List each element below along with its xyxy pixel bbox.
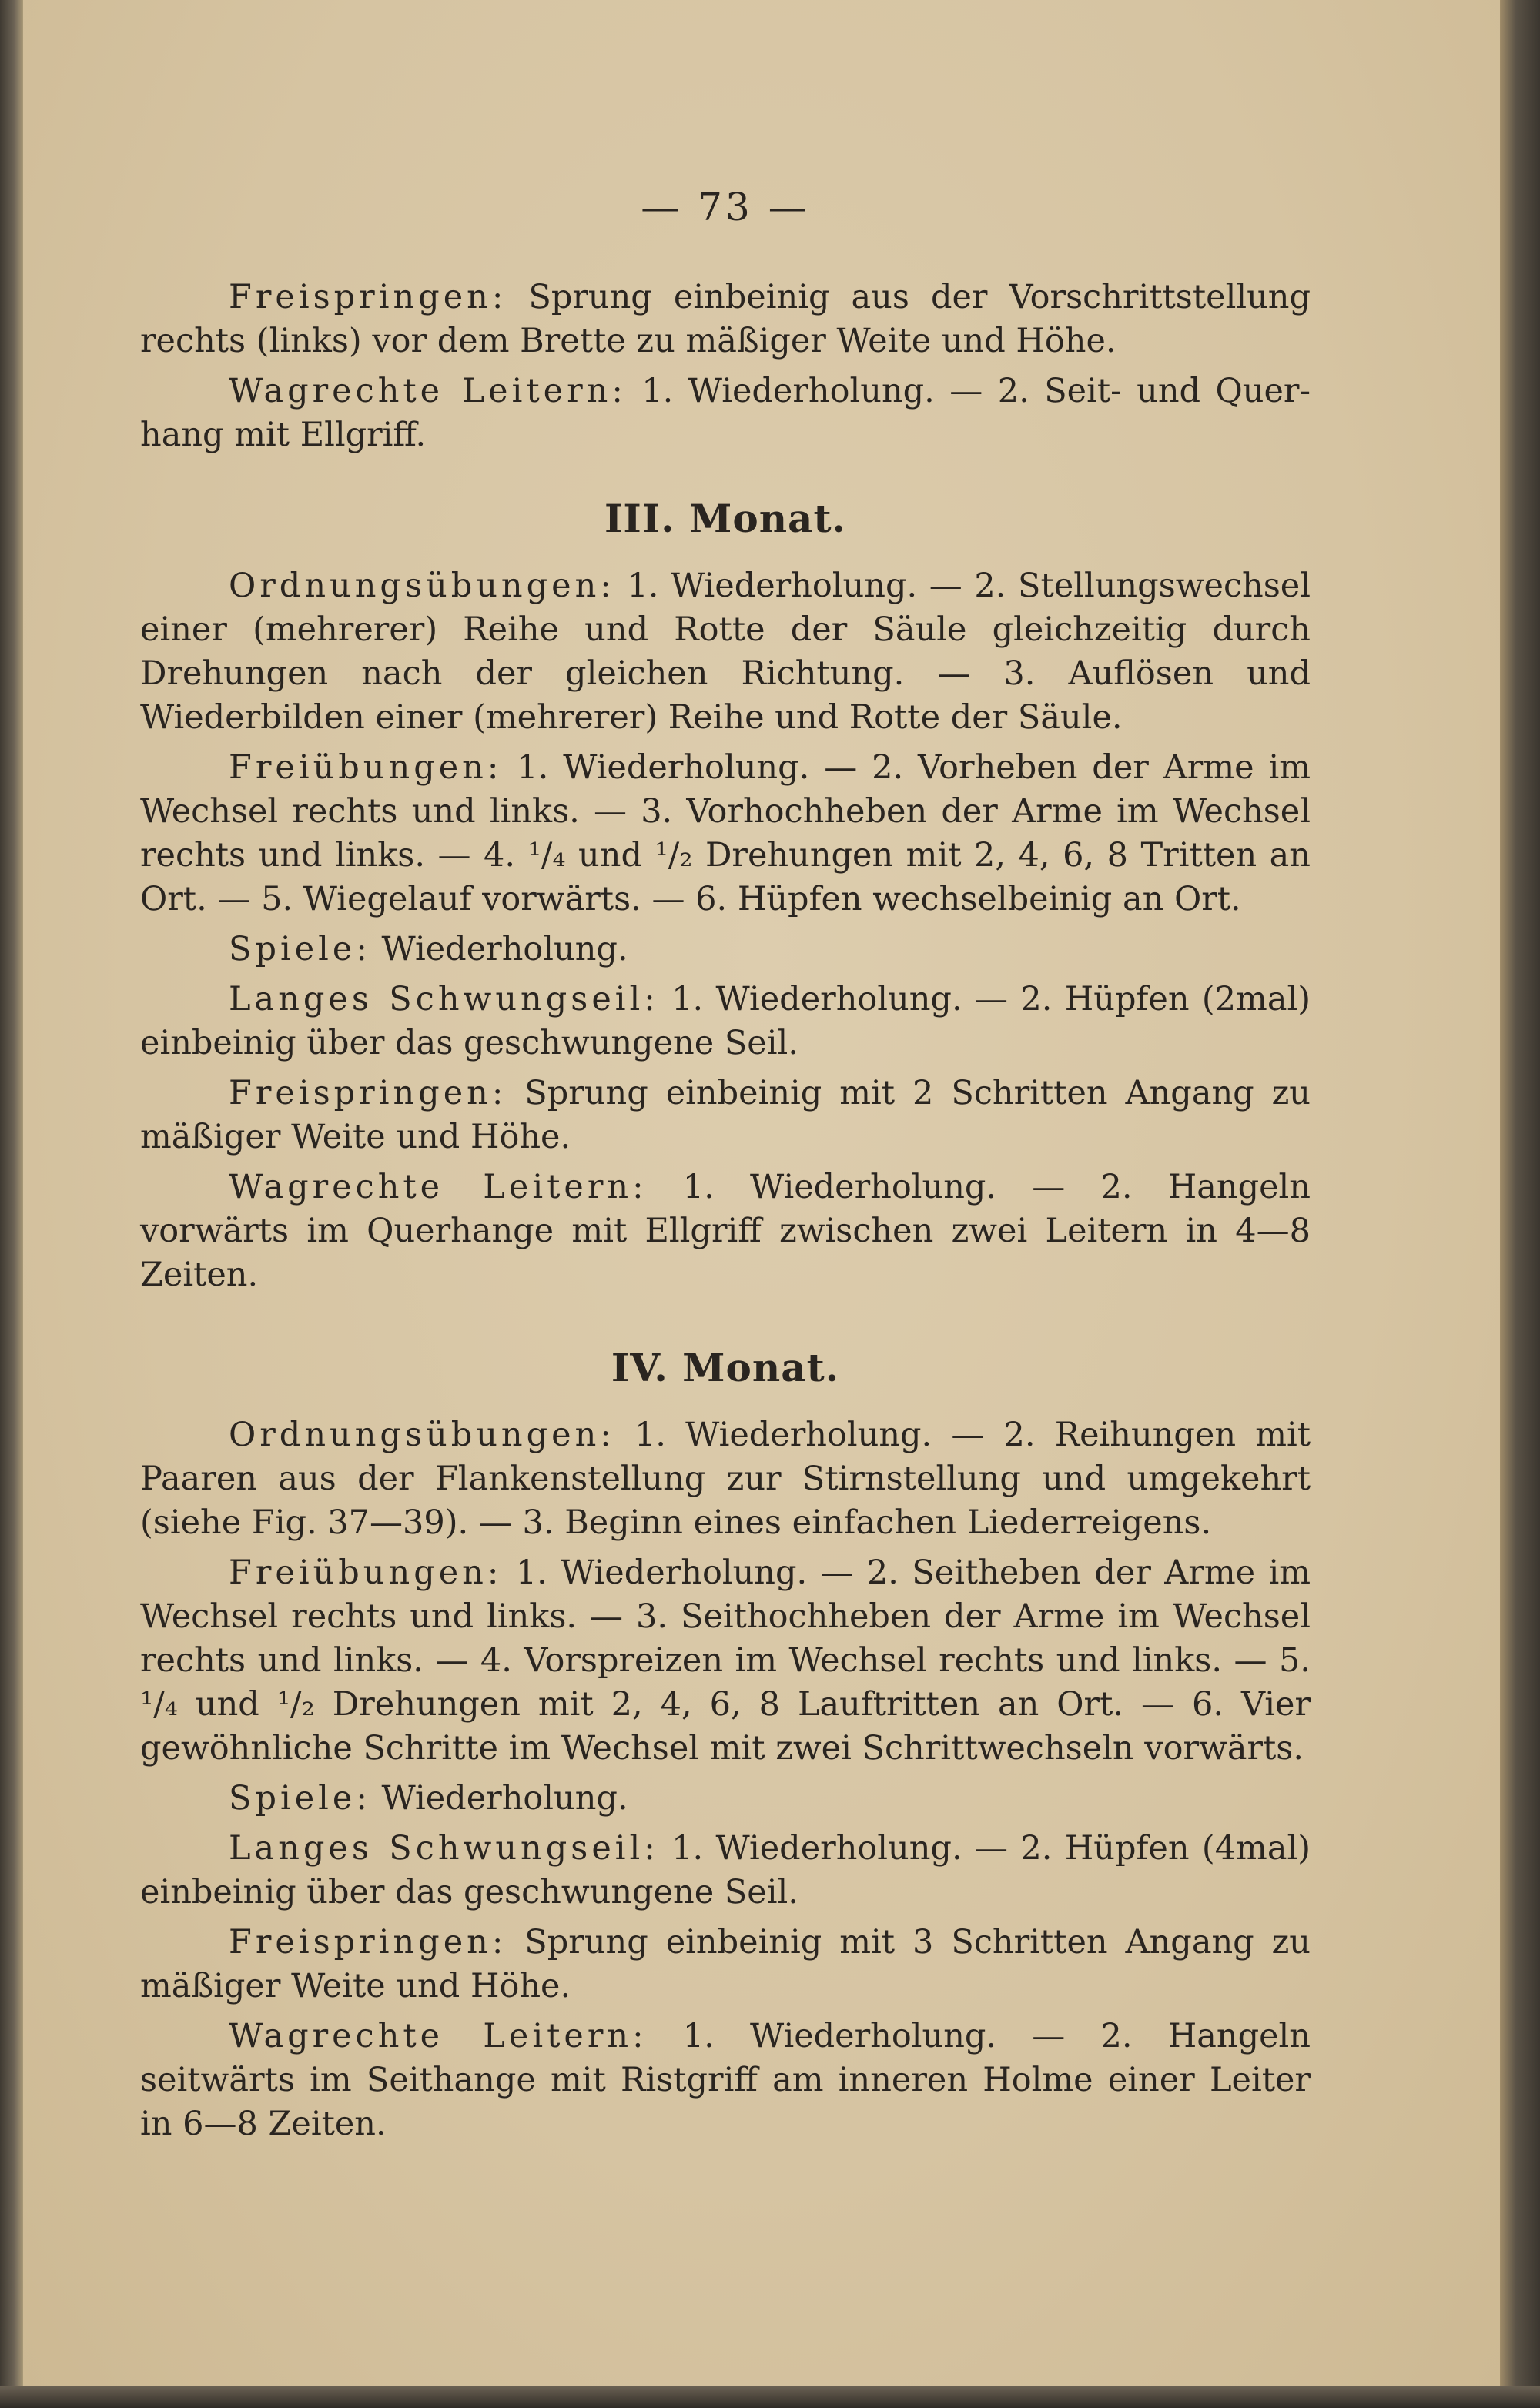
paragraph-ordnungsuebungen [140, 1413, 1311, 1545]
paragraph-wagrechte-leitern [140, 370, 1311, 457]
paragraph-text: 1. Wiederholung. — 2. Seitheben der Arme im Wechsel rechts und links. — 3. Seithochheben der Arme im Wechsel rechts und links. — 4. Vorspreizen im Wechsel rechts und links. — 5. ¹/₄ und ¹/₂ Drehungen mit 2, 4, 6, 8 Lauftritten an Ort. — 6. Vier gewöhnliche Schritte im Wechsel mit zwei Schrittwechseln vorwärts. [140, 1553, 1311, 1768]
paragraph-text: 1. Wiederholung. — 2. Reihungen mit Paaren aus der Flankenstellung zur Stirnstellung und umgekehrt (siehe Fig. 37—39). — 3. Beginn eines einfachen Liederreigens. [140, 1416, 1311, 1542]
paragraph-label: Freispringen: [229, 278, 507, 316]
section-month-3 [140, 496, 1311, 1297]
paragraph-freiuebungen [140, 746, 1311, 921]
paragraph-text: Wiederholung. [370, 930, 628, 968]
paragraph-label: Langes Schwungseil: [229, 1829, 659, 1868]
paragraph-text: 1. Wiederholung. — 2. Vorheben der Arme im Wechsel rechts und links. — 3. Vorhochheben der Arme im Wechsel rechts und links. — 4. ¹/₄ und ¹/₂ Drehungen mit 2, 4, 6, 8 Tritten an Ort. — 5. Wiegelauf vorwärts. — 6. Hüpfen wechselbeinig an Ort. [140, 748, 1311, 918]
paragraph-label: Langes Schwungseil: [229, 980, 659, 1018]
intro-section [140, 276, 1311, 457]
paragraph-wagrechte-leitern [140, 2015, 1311, 2146]
paragraph-text: 1. Wiederholung. — 2. Hüpfen (2mal) einbeinig über das geschwungene Seil. [140, 980, 1311, 1062]
paragraph-text: 1. Wiederholung. — 2. Stellungswechsel einer (mehrerer) Reihe und Rotte der Säule gleichzeitig durch Drehungen nach der gleichen Richtung. — 3. Auflösen und Wiederbilden einer (mehrerer) Reihe und Rotte der Säule. [140, 567, 1311, 737]
paragraph-label: Spiele: [229, 930, 371, 968]
page-content [140, 185, 1311, 2152]
paragraph-spiele [140, 928, 1311, 972]
paragraph-text: Sprung einbeinig mit 2 Schritten Angang zu mäßiger Weite und Höhe. [140, 1074, 1311, 1156]
paragraph-label: Wagrechte Leitern: [229, 372, 627, 410]
book-page [23, 0, 1500, 2386]
paragraph-freiuebungen [140, 1551, 1311, 1771]
book-edge-bottom [0, 2386, 1540, 2408]
paragraph-text: 1. Wiederholung. — 2. Hangeln seitwärts im Seithange mit Ristgriff am inneren Holme einer Leiter in 6—8 Zeiten. [140, 2017, 1311, 2143]
book-edge-right [1500, 0, 1540, 2408]
paragraph-text: Wiederholung. [370, 1779, 628, 1818]
page-number: — 73 — [641, 185, 810, 229]
paragraph-ordnungsuebungen [140, 564, 1311, 740]
paragraph-langes-schwungseil [140, 978, 1311, 1065]
paragraph-label: Ordnungsübungen: [229, 1416, 615, 1454]
paragraph-text: Sprung einbeinig aus der Vorschrittstellung rechts (links) vor dem Brette zu mäßiger Weite und Höhe. [140, 278, 1311, 360]
paragraph-label: Wagrechte Leitern: [229, 1168, 648, 1206]
paragraph-text: 1. Wiederholung. — 2. Hüpfen (4mal) einbeinig über das geschwungene Seil. [140, 1829, 1311, 1911]
paragraph-text: Sprung einbeinig mit 3 Schritten Angang zu mäßiger Weite und Höhe. [140, 1923, 1311, 2005]
paragraph-label: Freiübungen: [229, 748, 503, 787]
paragraph-spiele [140, 1777, 1311, 1821]
paragraph-text: 1. Wiederholung. — 2. Hangeln vorwärts im Querhange mit Ellgriff zwischen zwei Leitern in 4—8 Zeiten. [140, 1168, 1311, 1294]
paragraph-label: Freispringen: [229, 1923, 507, 1962]
section-heading: III. Monat. [604, 496, 846, 541]
paragraph-freispringen [140, 1921, 1311, 2008]
paragraph-wagrechte-leitern [140, 1166, 1311, 1297]
paragraph-langes-schwungseil [140, 1827, 1311, 1915]
section-heading: IV. Monat. [611, 1345, 840, 1390]
paragraph-label: Freiübungen: [229, 1553, 503, 1592]
paragraph-label: Spiele: [229, 1779, 371, 1818]
paragraph-freispringen [140, 1072, 1311, 1159]
paragraph-label: Freispringen: [229, 1074, 507, 1112]
section-month-4 [140, 1345, 1311, 2146]
book-spine-left [0, 0, 23, 2408]
paragraph-freispringen [140, 276, 1311, 363]
paragraph-label: Wagrechte Leitern: [229, 2017, 648, 2055]
paragraph-label: Ordnungsübungen: [229, 567, 615, 605]
paragraph-text: 1. Wiederholung. — 2. Seit- und Quer-hang mit Ellgriff. [140, 372, 1311, 454]
